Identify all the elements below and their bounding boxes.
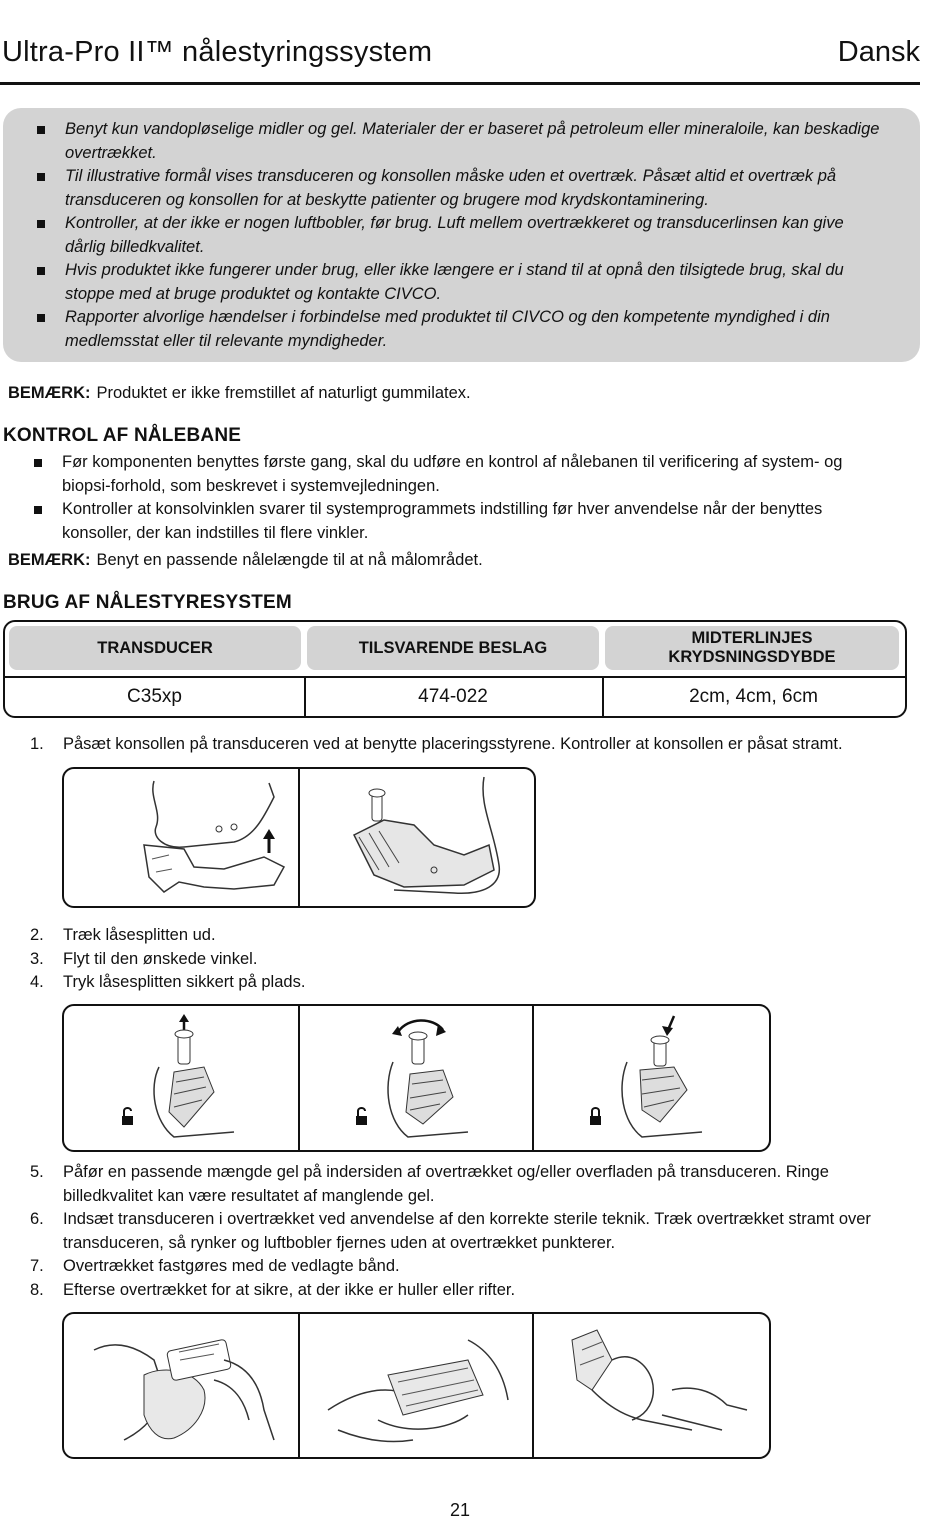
table-header-transducer: TRANSDUCER — [9, 626, 301, 670]
step-text: Indsæt transduceren i overtrækket ved anvendelse af den korrekte sterile teknik. Træk overtrækket stramt over transduceren, så rynker og luftbobler fjernes uden at overtrækket punkterer. — [63, 1210, 871, 1252]
step-item — [0, 971, 910, 995]
figure-divider — [532, 1314, 534, 1457]
figure-divider — [532, 1006, 534, 1150]
figure-lock-pin — [62, 1004, 771, 1152]
apply-gel-illustration — [84, 1320, 284, 1452]
table-cell: 2cm, 4cm, 6cm — [689, 686, 818, 707]
figure-divider — [298, 769, 300, 906]
step-text: Påsæt konsollen på transduceren ved at benytte placeringsstyrene. Kontroller at konsollen er påsat stramt. — [63, 735, 843, 753]
step-text: Efterse overtrækket for at sikre, at der ikke er huller eller rifter. — [63, 1280, 516, 1299]
step-number: 4. — [30, 973, 44, 991]
push-pin-illustration — [582, 1012, 742, 1144]
section-title-usage: BRUG AF NÅLESTYRESYSTEM — [3, 592, 292, 613]
figure-divider — [298, 1006, 300, 1150]
table-cell: 474-022 — [418, 686, 488, 707]
page-number: 21 — [449, 1500, 471, 1520]
warning-item: Kontroller, at der ikke er nogen luftbobler, før brug. Luft mellem overtrækkeret og transducerlinsen kan give dårlig billedkvalitet. — [65, 212, 880, 259]
step-number: 6. — [30, 1210, 44, 1228]
step-text: Flyt til den ønskede vinkel. — [63, 949, 258, 968]
warning-item: Benyt kun vandopløselige midler og gel. Materialer der er baseret på petroleum eller mineraloile, kan beskadige overtrækket. — [65, 118, 880, 165]
table-header-bracket: TILSVARENDE BESLAG — [307, 626, 599, 670]
step-number: 1. — [30, 735, 44, 753]
step-item — [0, 733, 910, 757]
figure-divider — [298, 1314, 300, 1457]
step-number: 2. — [30, 926, 44, 944]
bracket-alignment-illustration — [124, 777, 294, 899]
secure-bands-illustration — [552, 1320, 752, 1452]
note-label: BEMÆRK: — [8, 551, 91, 569]
figure-attach-bracket — [62, 767, 536, 908]
steps-list-lock — [0, 924, 910, 995]
warning-item: Til illustrative formål vises transduceren og konsollen måske uden et overtræk. Påsæt altid et overtræk på transduceren og konsollen for at beskytte patienter og brugere mod krydskontaminering. — [65, 165, 880, 212]
step-item — [0, 1255, 910, 1279]
compatibility-table — [3, 620, 907, 718]
list-item: Kontroller at konsolvinklen svarer til systemprogrammets indstilling før hver anvendelse når der benyttes konsoller, der kan indstilles til flere vinkler. — [62, 498, 892, 545]
step-item — [0, 1161, 910, 1208]
warning-box — [3, 108, 920, 362]
step-item — [0, 1279, 910, 1303]
document-title: Ultra-Pro II™ nålestyringssystem — [2, 36, 433, 68]
figure-cover-application — [62, 1312, 771, 1459]
unlocked-icon — [356, 1108, 367, 1125]
step-item — [0, 924, 910, 948]
steps-list-attach — [0, 733, 910, 757]
pull-pin-illustration — [114, 1012, 274, 1144]
table-cell: C35xp — [127, 686, 182, 707]
note-label: BEMÆRK: — [8, 384, 91, 402]
table-header-depth: MIDTERLINJES KRYDSNINGSDYBDE — [605, 626, 899, 670]
note-latex — [8, 384, 471, 403]
section-title-needle-path: KONTROL AF NÅLEBANE — [3, 425, 242, 446]
unlocked-icon — [122, 1108, 133, 1125]
warning-item: Rapporter alvorlige hændelser i forbindelse med produktet til CIVCO og den kompetente myndighed i din medlemsstat eller til relevante myndigheder. — [65, 306, 880, 353]
needle-path-list — [0, 451, 892, 545]
note-text: Benyt en passende nålelængde til at nå målområdet. — [96, 551, 483, 569]
language-label: Dansk — [837, 36, 920, 68]
step-number: 3. — [30, 949, 44, 968]
step-number: 7. — [30, 1257, 44, 1275]
step-text: Overtrækket fastgøres med de vedlagte bånd. — [63, 1257, 400, 1275]
step-item — [0, 948, 910, 972]
step-text: Tryk låsesplitten sikkert på plads. — [63, 973, 306, 991]
page-header — [0, 30, 920, 85]
note-text: Produktet er ikke fremstillet af naturligt gummilatex. — [96, 384, 471, 402]
step-item — [0, 1208, 910, 1255]
bracket-attached-illustration — [334, 775, 524, 901]
rotate-bracket-illustration — [348, 1012, 508, 1144]
step-text: Træk låsesplitten ud. — [63, 926, 216, 944]
locked-icon — [590, 1108, 601, 1125]
step-number: 5. — [30, 1163, 44, 1181]
warning-list — [3, 108, 920, 353]
note-needle-length — [8, 551, 483, 570]
list-item: Før komponenten benyttes første gang, skal du udføre en kontrol af nålebanen til verificering af system- og biopsi-forhold, som beskrevet i systemvejledningen. — [62, 451, 892, 498]
insert-transducer-illustration — [318, 1320, 518, 1452]
step-number: 8. — [30, 1280, 44, 1299]
warning-item: Hvis produktet ikke fungerer under brug, eller ikke længere er i stand til at opnå den tilsigtede brug, skal du stoppe med at bruge produktet og kontakte CIVCO. — [65, 259, 880, 306]
step-text: Påfør en passende mængde gel på indersiden af overtrækket og/eller overfladen på transduceren. Ringe billedkvalitet kan være resultatet af manglende gel. — [63, 1163, 829, 1205]
steps-list-cover — [0, 1161, 910, 1302]
